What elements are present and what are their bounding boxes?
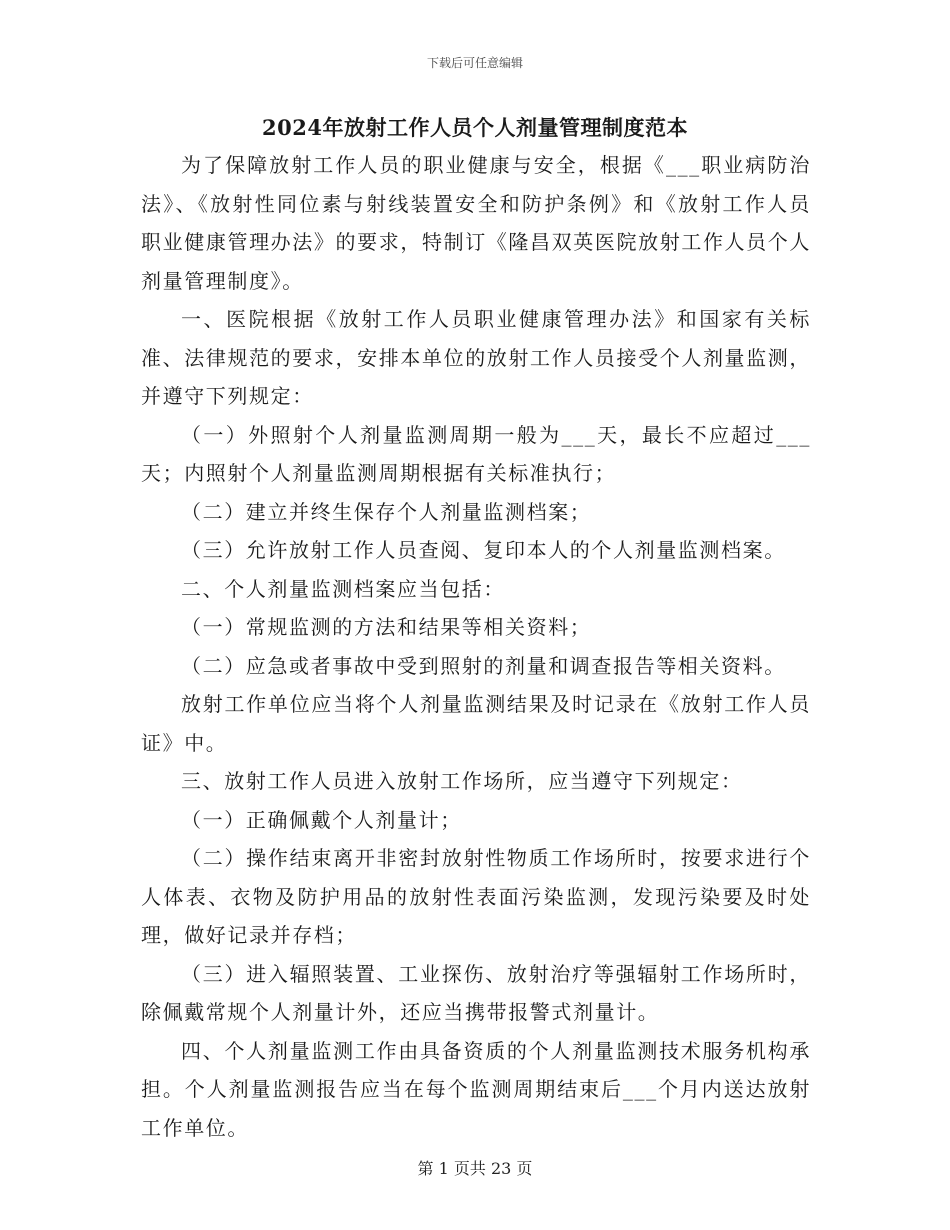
paragraph-section-3: 三、放射工作人员进入放射工作场所，应当遵守下列规定： (181, 769, 743, 793)
paragraph-section-2-note: 放射工作单位应当将个人剂量监测结果及时记录在《放射工作人员证》中。 (141, 692, 811, 755)
paragraph-section-4: 四、个人剂量监测工作由具备资质的个人剂量监测技术服务机构承担。个人剂量监测报告应当在每个监测周期结束后___个月内送达放射工作单位。 (141, 1038, 811, 1140)
paragraph-section-3-item-3: （三）进入辐照装置、工业探伤、放射治疗等强辐射工作场所时，除佩戴常规个人剂量计外，还应当携带报警式剂量计。 (141, 961, 811, 1024)
page-header: 下载后可任意编辑 (426, 56, 523, 70)
paragraph-section-1-item-1: （一）外照射个人剂量监测周期一般为___天，最长不应超过___天；内照射个人剂量监测周期根据有关标准执行； (141, 422, 811, 485)
paragraph-section-3-item-2: （二）操作结束离开非密封放射性物质工作场所时，按要求进行个人体表、衣物及防护用品的放射性表面污染监测，发现污染要及时处理，做好记录并存档； (141, 846, 811, 947)
paragraph-section-3-item-1: （一）正确佩戴个人剂量计； (181, 807, 462, 832)
paragraph-intro: 为了保障放射工作人员的职业健康与安全，根据《___职业病防治法》、《放射性同位素与射线装置安全和防护条例》和《放射工作人员职业健康管理办法》的要求，特制订《隆昌双英医院放射工作人员个人剂量管理制度》。 (141, 153, 811, 293)
document-body (141, 146, 811, 1147)
paragraph-section-2: 二、个人剂量监测档案应当包括： (181, 576, 505, 601)
document-title: 2024年放射工作人员个人剂量管理制度范本 (262, 115, 688, 140)
paragraph-section-1-item-3: （三）允许放射工作人员查阅、复印本人的个人剂量监测档案。 (181, 538, 786, 562)
paragraph-section-2-item-2: （二）应急或者事故中受到照射的剂量和调查报告等相关资料。 (181, 653, 786, 678)
page-footer: 第 1 页共 23 页 (417, 1159, 533, 1178)
paragraph-section-2-item-1: （一）常规监测的方法和结果等相关资料； (181, 615, 592, 639)
paragraph-section-1-item-2: （二）建立并终生保存个人剂量监测档案； (181, 499, 592, 524)
paragraph-section-1: 一、医院根据《放射工作人员职业健康管理办法》和国家有关标准、法律规范的要求，安排本单位的放射工作人员接受个人剂量监测，并遵守下列规定： (141, 307, 811, 408)
